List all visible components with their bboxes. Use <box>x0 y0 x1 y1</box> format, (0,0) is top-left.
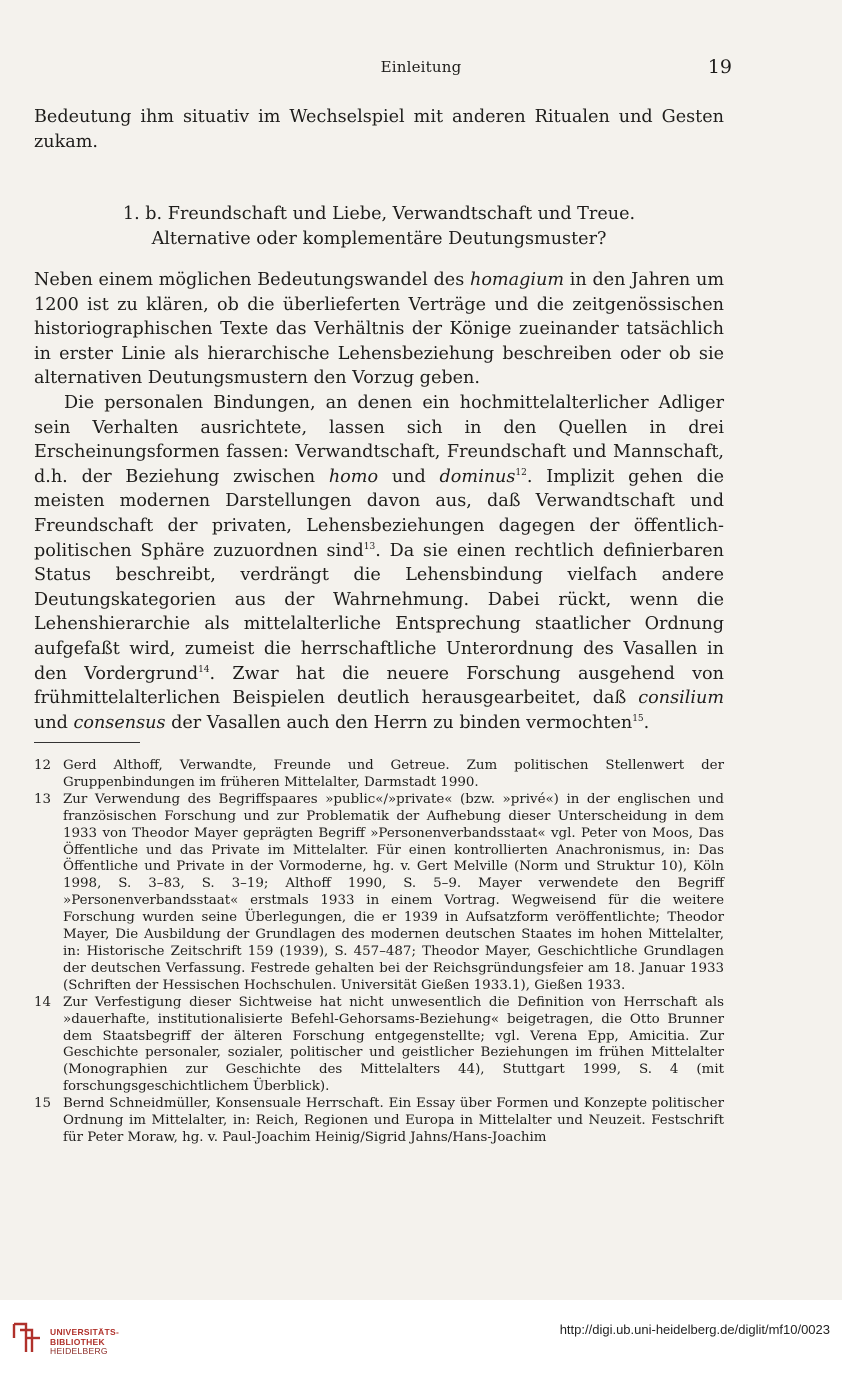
running-head: Einleitung <box>380 58 462 76</box>
p2-text-g: der Vasallen auch den Herrn zu binden vermochten <box>165 712 633 733</box>
page-number: 19 <box>707 56 732 78</box>
footnote-15 <box>34 1096 724 1147</box>
p2-term-consilium: consilium <box>638 688 724 709</box>
section-heading-line2: Alternative oder komplementäre Deutungsmuster? <box>151 229 607 249</box>
section-heading-line1: 1. b. Freundschaft und Liebe, Verwandtschaft und Treue. <box>122 204 636 224</box>
intro-paragraph <box>34 105 724 154</box>
footnote-text: Gerd Althoff, Verwandte, Freunde und Getreue. Zum politischen Stellenwert der Gruppenbindungen im früheren Mittelalter, Darmstadt 1990. <box>63 758 724 790</box>
p2-term-dominus: dominus <box>439 466 516 487</box>
p2-text-a: Die personalen Bindungen, an denen ein hochmittelalterlicher Adliger sein Verhalten ausrichtete, lassen sich in den Quellen in drei Erscheinungsformen fassen: Verwandtschaft, Freundschaft und Mannschaft, d.h. der Beziehung zwischen <box>34 392 724 487</box>
footnote-12 <box>34 758 724 792</box>
p2-text-d: . Da sie einen rechtlich definierbaren Status beschreibt, verdrängt die Lehensbindung vielfach andere Deutungskategorien aus der Wahrnehmung. Dabei rückt, wenn die Lehenshierarchie als mittelalterliche Entsprechung staatlicher Ordnung aufgefaßt wird, zumeist die herrschaftliche Unterordnung des Vasallen in den Vordergrund <box>34 540 724 684</box>
permalink-url[interactable]: http://digi.ub.uni-heidelberg.de/diglit/mf10/0023 <box>559 1322 830 1337</box>
footnote-number: 14 <box>34 994 52 1010</box>
footnotes <box>34 758 724 1147</box>
intro-text: Bedeutung ihm situativ im Wechselspiel mit anderen Ritualen und Gesten zukam. <box>34 107 724 152</box>
main-text <box>34 268 724 735</box>
p2-text-c: . Implizit gehen die meisten modernen Darstellungen davon aus, daß Verwandtschaft und Freundschaft der privaten, Lehensbeziehungen dagegen der öffentlich-politischen Sphäre zuzuordnen sind <box>34 466 724 561</box>
p2-term-consensus: consensus <box>73 712 166 733</box>
p2-text-f: und <box>34 712 74 733</box>
library-name-line1: UNIVERSITÄTS- <box>50 1327 120 1337</box>
paragraph-2 <box>34 391 724 735</box>
footnote-14 <box>34 995 724 1096</box>
footnote-13 <box>34 792 724 995</box>
library-name <box>50 1328 119 1357</box>
p1-text-b: in den Jahren um 1200 ist zu klären, ob die überlieferten Verträge und die zeitgenössischen historiographischen Texte das Verhältnis der Könige zueinander tatsächlich in erster Linie als hierarchische Lehensbeziehung beschreiben oder ob sie alternativen Deutungsmustern den Vorzug geben. <box>34 270 724 389</box>
viewer-footer <box>0 1300 842 1374</box>
footnote-text: Zur Verfestigung dieser Sichtweise hat nicht unwesentlich die Definition von Herrschaft als »dauerhafte, institutionalisierte Befehl-Gehorsams-Beziehung« beigetragen, die Otto Brunner dem Staatsbegriff der älteren Forschung entgegenstellte; vgl. Verena Epp, Amicitia. Zur Geschichte personaler, sozialer, politischer und geistlicher Beziehungen im frühen Mittelalter (Monographien zur Geschichte des Mittelalters 44), Stuttgart 1999, S. 4 (mit forschungsgeschichtlichem Überblick). <box>63 994 724 1095</box>
p2-text-e: . Zwar hat die neuere Forschung ausgehend von frühmittelalterlichen Beispielen deutlich herausgearbeitet, daß <box>34 663 724 709</box>
footnote-number: 13 <box>34 791 52 807</box>
footnote-ref-15[interactable]: 15 <box>632 713 644 724</box>
p1-term-homagium: homagium <box>470 270 564 290</box>
footnote-divider <box>34 742 140 743</box>
paragraph-1 <box>34 268 724 391</box>
p1-text-a: Neben einem möglichen Bedeutungswandel des <box>34 270 470 290</box>
footnote-text: Zur Verwendung des Begriffspaares »public«/»private« (bzw. »privé«) in der englischen und französischen Forschung und zur Problematik der Aufhebung dieser Unterscheidung in dem 1933 von Theodor Mayer geprägten Begriff »Personenverbandsstaat« vgl. Peter von Moos, Das Öffentliche und das Private im Mittelalter. Für einen kontrollierten Anachronismus, in: Das Öffentliche und Private in der Vormoderne, hg. v. Gert Melville (Norm und Struktur 10), Köln 1998, S. 3–83, S. 3–19; Althoff 1990, S. 5–9. Mayer verwendete den Begriff »Personenverbandsstaat« erstmals 1933 in einem Vortrag. Wegweisend für die weitere Forschung wurden seine Überlegungen, die er 1939 in Aufsatzform veröffentlichte; Theodor Mayer, Die Ausbildung der Grundlagen des modernen deutschen Staates im hohen Mittelalter, in: Historische Zeitschrift 159 (1939), S. 457–487; Theodor Mayer, Geschichtliche Grundlagen der deutschen Verfassung. Festrede gehalten bei der Reichsgründungsfeier am 18. Januar 1933 (Schriften der Hessischen Hochschulen. Universität Gießen 1933.1), Gießen 1933. <box>63 791 724 993</box>
footnote-number: 12 <box>34 758 52 773</box>
footnote-number: 15 <box>34 1096 52 1112</box>
footnote-ref-14[interactable]: 14 <box>198 664 210 675</box>
library-name-line2: BIBLIOTHEK <box>50 1336 105 1347</box>
p2-term-homo: homo <box>328 466 379 487</box>
footnote-text: Bernd Schneidmüller, Konsensuale Herrschaft. Ein Essay über Formen und Konzepte politischer Ordnung im Mittelalter, in: Reich, Regionen und Europa in Mittelalter und Neuzeit. Festschrift für Peter Moraw, hg. v. Paul-Joachim Heinig/Sigrid Jahns/Hans-Joachim <box>63 1096 724 1145</box>
section-heading <box>34 202 724 252</box>
library-name-line3: HEIDELBERG <box>50 1346 108 1356</box>
footnote-ref-12[interactable]: 12 <box>515 467 527 478</box>
p2-text-b: und <box>378 466 440 487</box>
footnote-ref-13[interactable]: 13 <box>363 541 376 552</box>
university-library-logo-icon[interactable] <box>10 1318 46 1356</box>
p2-text-h: . <box>643 712 650 733</box>
